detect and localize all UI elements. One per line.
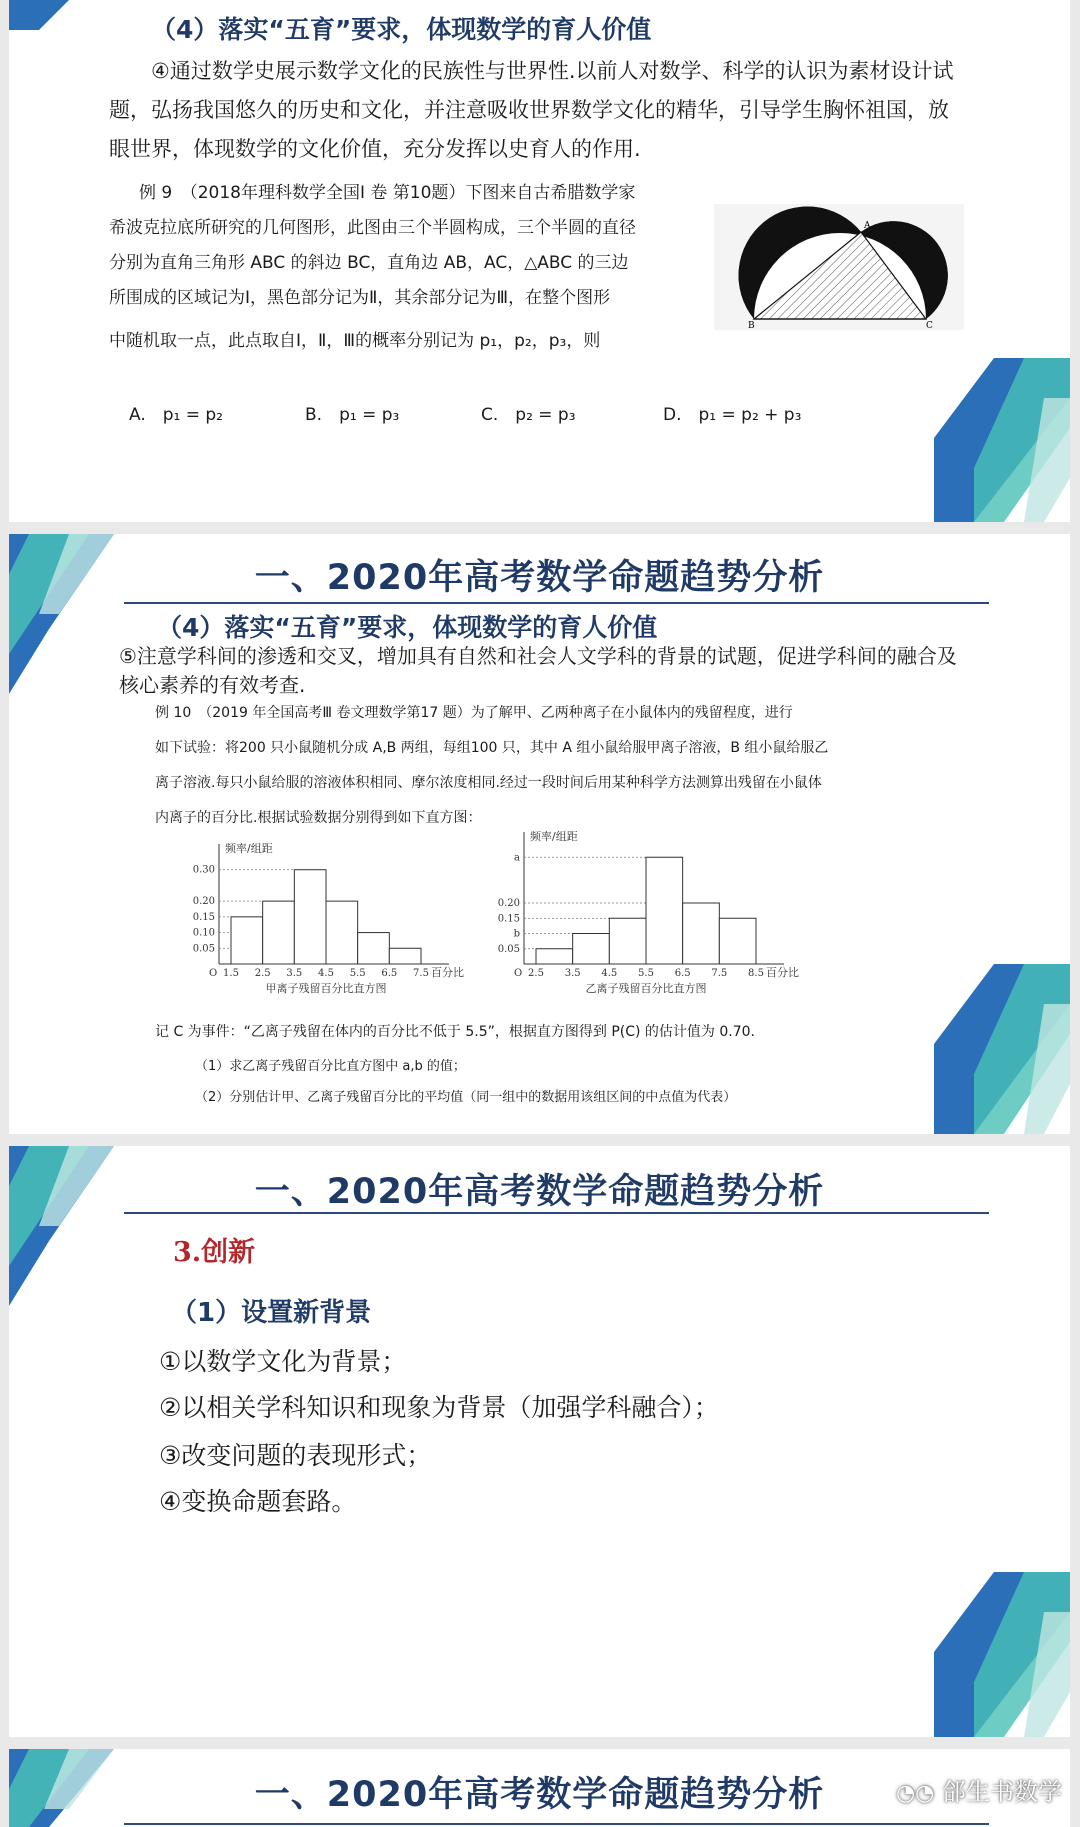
section-heading: 3.创新 bbox=[173, 1237, 256, 1268]
title-underline bbox=[124, 602, 989, 604]
bottom-right-stripe-decoration bbox=[934, 1572, 1070, 1737]
histogram-bar bbox=[609, 918, 646, 964]
innovation-item: ④变换命题套路。 bbox=[159, 1487, 357, 1516]
question-1: （1）求乙离子残留百分比直方图中 a,b 的值； bbox=[195, 1059, 466, 1074]
histogram-bar bbox=[536, 949, 573, 964]
example-10-line: 内离子的百分比.根据试验数据分别得到如下直方图： bbox=[155, 810, 482, 826]
slide-3-subhead: （1）设置新背景 bbox=[171, 1298, 372, 1328]
example-10-questions bbox=[155, 1014, 755, 1112]
example-9-line: 中随机取一点，此点取自Ⅰ，Ⅱ，Ⅲ的概率分别记为 p₁，p₂，p₃，则 bbox=[109, 331, 601, 351]
x-tick-label: 3.5 bbox=[564, 968, 581, 979]
example-10-text bbox=[155, 696, 828, 836]
example-9-line: 希波克拉底所研究的几何图形，此图由三个半圆构成，三个半圆的直径 bbox=[109, 218, 636, 238]
x-tick-label: 5.5 bbox=[349, 968, 366, 979]
example-9-line: 例 9 （2018年理科数学全国Ⅰ 卷 第10题）下图来自古希腊数学家 bbox=[139, 183, 636, 203]
slide-2-subhead: （4）落实“五育”要求，体现数学的育人价值 bbox=[157, 613, 658, 642]
option-d: D. p₁ = p₂ + p₃ bbox=[663, 405, 802, 425]
y-tick-label: 0.20 bbox=[192, 896, 215, 908]
top-left-stripe-decoration bbox=[9, 0, 69, 30]
x-tick-label: 3.5 bbox=[286, 968, 303, 979]
x-tick-label: 7.5 bbox=[711, 968, 728, 979]
label-c: C bbox=[926, 321, 933, 331]
example-9-text bbox=[109, 176, 729, 359]
x-tick-label: 2.5 bbox=[528, 968, 544, 979]
example-10-line: 例 10 （2019 年全国高考Ⅲ 卷文理数学第17 题）为了解甲、乙两种离子在小鼠体内的残留程度，进行 bbox=[155, 705, 793, 721]
example-10-line: 离子溶液.每只小鼠给服的溶液体积相同、摩尔浓度相同.经过一段时间后用某种科学方法测算出残留在小鼠体 bbox=[155, 775, 822, 791]
slide-1 bbox=[9, 0, 1070, 522]
question-2: （2）分别估计甲、乙离子残留百分比的平均值（同一组中的数据用该组区间的中点值为代表） bbox=[195, 1090, 737, 1105]
bottom-right-stripe-decoration bbox=[934, 964, 1070, 1134]
x-tick-label: 6.5 bbox=[381, 968, 398, 979]
label-a: A bbox=[864, 221, 871, 231]
slide-1-paragraph: ④通过数学史展示数学文化的民族性与世界性.以前人对数学、科学的认识为素材设计试题，弘扬我国悠久的历史和文化，并注意吸收世界数学文化的精华，引导学生胸怀祖国，放眼世界，体现数学的文化价值，充分发挥以史育人的作用. bbox=[109, 59, 954, 161]
y-tick-label: 0.30 bbox=[192, 864, 215, 876]
histogram-bar bbox=[294, 870, 326, 964]
watermark-text: 郃生书数学 bbox=[942, 1778, 1062, 1806]
histogram-bar bbox=[573, 934, 610, 965]
histograms bbox=[192, 830, 819, 1004]
histogram-bar bbox=[389, 948, 421, 964]
histogram-caption: 甲离子残留百分比直方图 bbox=[265, 982, 387, 995]
histogram-bar bbox=[326, 901, 358, 964]
slide-4-title: 一、2020年高考数学命题趋势分析 bbox=[254, 1775, 825, 1815]
slide-1-subhead: （4）落实“五育”要求，体现数学的育人价值 bbox=[151, 15, 652, 44]
option-c: C. p₂ = p₃ bbox=[481, 405, 576, 425]
example-9-line: 所围成的区域记为Ⅰ，黑色部分记为Ⅱ，其余部分记为Ⅲ，在整个图形 bbox=[109, 288, 611, 308]
option-b: B. p₁ = p₃ bbox=[305, 405, 400, 425]
histogram-figure bbox=[192, 830, 819, 1004]
y-axis-label: 频率/组距 bbox=[530, 830, 578, 843]
y-tick-label: 0.15 bbox=[497, 913, 520, 925]
y-tick-label: 0.20 bbox=[497, 898, 520, 909]
slide-2 bbox=[9, 534, 1070, 1134]
watermark bbox=[896, 1772, 1062, 1807]
title-underline bbox=[124, 1212, 989, 1214]
example-10-line: 如下试验：将200 只小鼠随机分成 A,B 两组，每组100 只，其中 A 组小鼠给服甲离子溶液，B 组小鼠给服乙 bbox=[155, 740, 829, 756]
innovation-item: ③改变问题的表现形式； bbox=[159, 1441, 432, 1470]
title-underline bbox=[124, 1823, 989, 1825]
histogram-bar bbox=[683, 903, 720, 964]
innovation-item: ②以相关学科知识和现象为背景（加强学科融合）； bbox=[159, 1393, 719, 1422]
slide-3-title: 一、2020年高考数学命题趋势分析 bbox=[254, 1172, 825, 1212]
option-a: A. p₁ = p₂ bbox=[129, 405, 223, 425]
y-tick-label: 0.05 bbox=[192, 943, 215, 955]
x-axis-label: 百分比 bbox=[766, 966, 799, 979]
slide-2-paragraph: ⑤注意学科间的渗透和交叉，增加具有自然和社会人文学科的背景的试题，促进学科间的融合及核心素养的有效考查. bbox=[119, 644, 957, 697]
histogram-bar bbox=[719, 918, 756, 964]
event-c-line: 记 C 为事件：“乙离子残留在体内的百分比不低于 5.5”，根据直方图得到 P(C) 的估计值为 0.70. bbox=[155, 1024, 756, 1040]
y-tick-label: a bbox=[514, 852, 520, 864]
x-tick-label: 4.5 bbox=[601, 968, 618, 979]
x-tick-label: 1.5 bbox=[223, 968, 239, 979]
x-tick-label: 5.5 bbox=[638, 968, 654, 979]
bottom-right-stripe-decoration bbox=[934, 358, 1070, 522]
y-axis-label: 频率/组距 bbox=[225, 842, 273, 855]
label-b: B bbox=[748, 321, 755, 331]
example-9-line: 分别为直角三角形 ABC 的斜边 BC，直角边 AB，AC，△ABC 的三边 bbox=[109, 253, 629, 273]
y-tick-label: 0.10 bbox=[192, 927, 215, 939]
origin-label: O bbox=[514, 968, 523, 979]
histogram-bar bbox=[358, 933, 390, 964]
y-tick-label: 0.05 bbox=[497, 943, 520, 955]
x-axis-label: 百分比 bbox=[431, 966, 464, 979]
innovation-item: ①以数学文化为背景； bbox=[159, 1347, 407, 1376]
histogram-bar bbox=[263, 901, 295, 964]
histogram-caption: 乙离子残留百分比直方图 bbox=[585, 982, 707, 995]
hippocrates-lune-figure bbox=[714, 204, 964, 330]
origin-label: O bbox=[209, 968, 218, 979]
x-tick-label: 6.5 bbox=[674, 968, 691, 979]
x-tick-label: 4.5 bbox=[318, 968, 334, 979]
slide-3 bbox=[9, 1146, 1070, 1737]
slide-2-title: 一、2020年高考数学命题趋势分析 bbox=[254, 558, 825, 598]
x-tick-label: 8.5 bbox=[748, 968, 764, 979]
histogram-bar bbox=[231, 917, 263, 964]
wechat-icon: ◔◔ bbox=[895, 1781, 935, 1806]
histogram-bar bbox=[646, 857, 683, 964]
x-tick-label: 7.5 bbox=[413, 968, 429, 979]
example-9-options bbox=[129, 400, 829, 430]
y-tick-label: 0.15 bbox=[192, 911, 215, 923]
x-tick-label: 2.5 bbox=[254, 968, 271, 979]
y-tick-label: b bbox=[513, 928, 520, 940]
